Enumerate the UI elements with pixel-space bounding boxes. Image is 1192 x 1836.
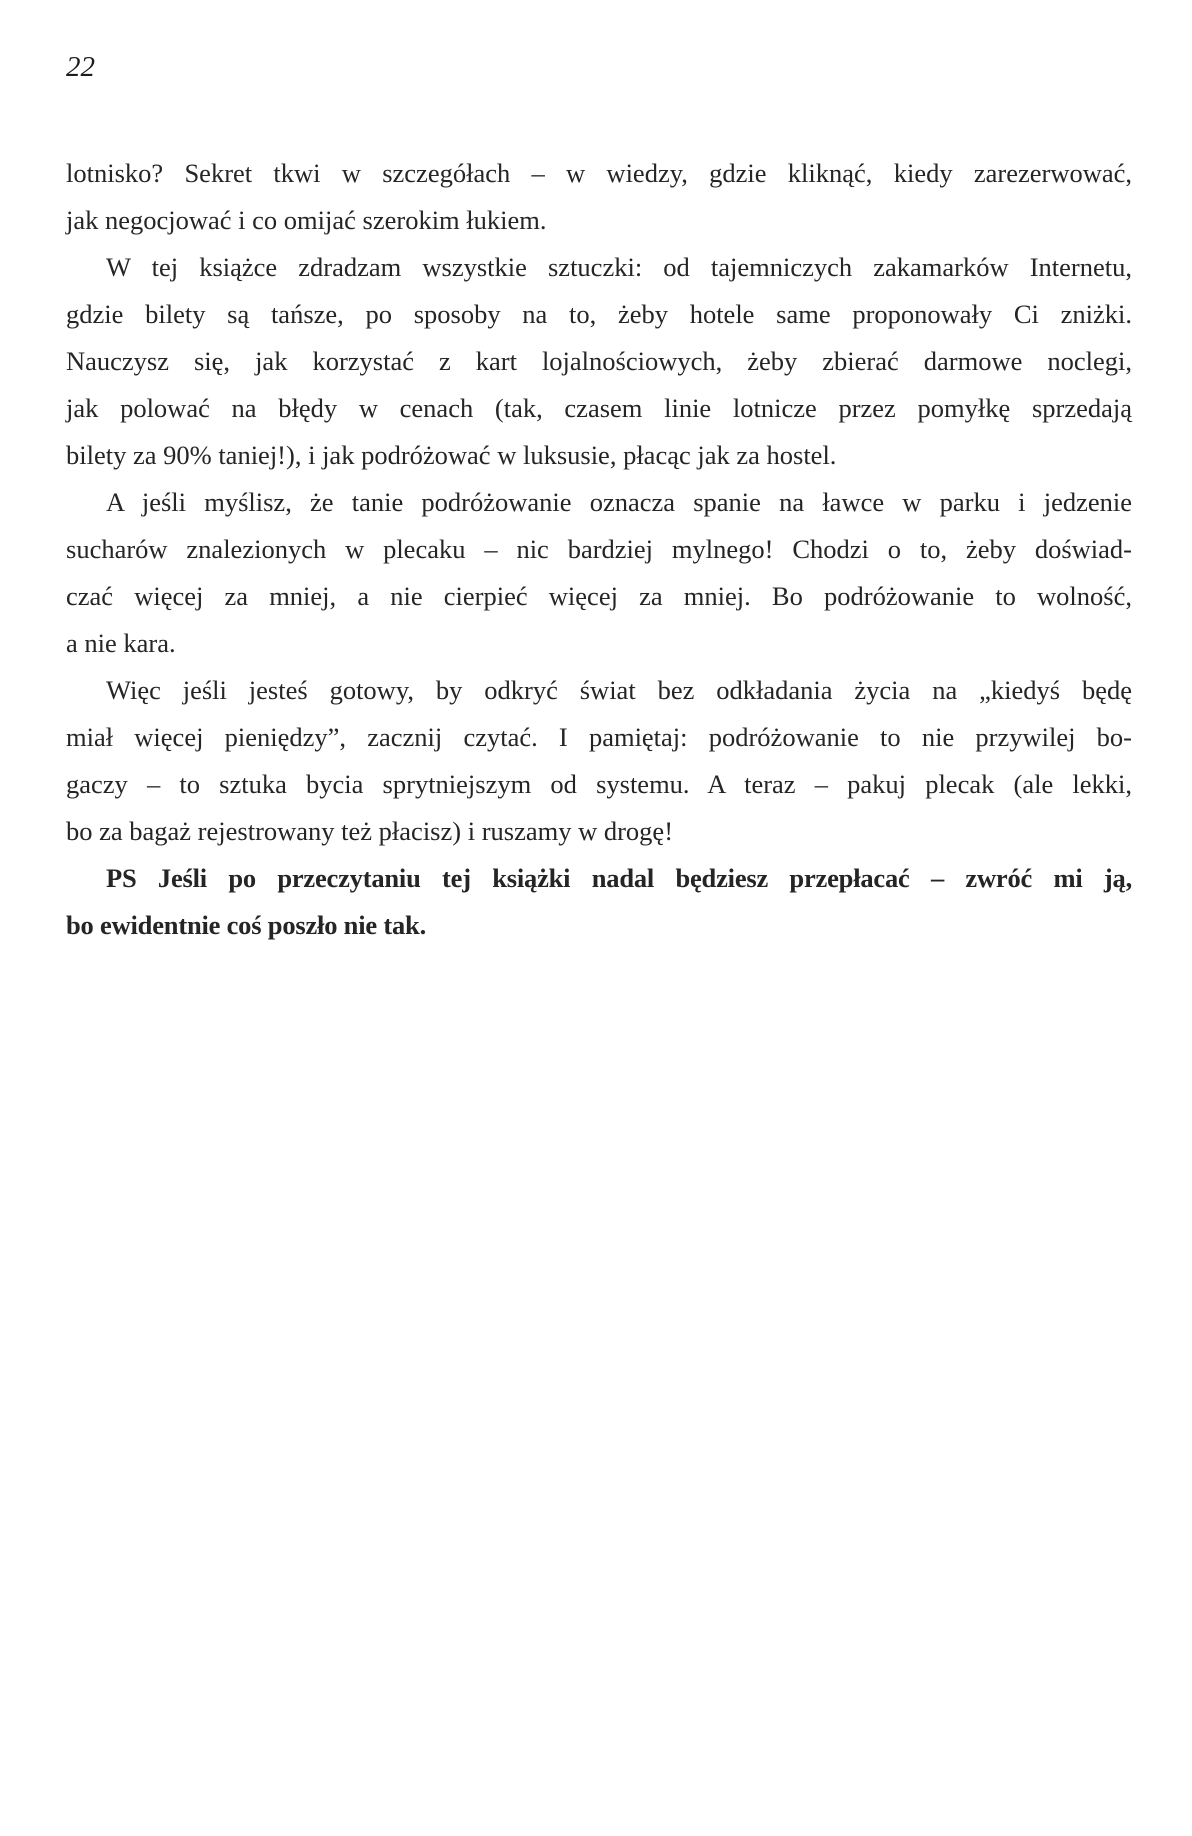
text-line: A jeśli myślisz, że tanie podróżowanie oznacza spanie na ławce w parku i jedzenie [106, 487, 1132, 517]
paragraph-cheap-travel-myth [66, 479, 1132, 667]
text-line: czać więcej za mniej, a nie cierpieć więcej za mniej. Bo podróżowanie to wolność, [66, 581, 1132, 611]
text-line: bilety za 90% taniej!), i jak podróżować w luksusie, płacąc jak za hostel. [66, 440, 837, 470]
text-line: jak polować na błędy w cenach (tak, czasem linie lotnicze przez pomyłkę sprzedają [66, 393, 1132, 423]
text-line: Nauczysz się, jak korzystać z kart lojalnościowych, żeby zbierać darmowe noclegi, [66, 346, 1132, 376]
page-number: 22 [66, 51, 95, 83]
paragraph-intro-continuation [66, 150, 1132, 244]
text-line: jak negocjować i co omijać szerokim łukiem. [66, 205, 547, 235]
paragraph-call-to-action [66, 667, 1132, 855]
paragraph-ps-note [66, 855, 1132, 949]
text-line: PS Jeśli po przeczytaniu tej książki nadal będziesz przepłacać – zwróć mi ją, [106, 863, 1132, 893]
text-line: Więc jeśli jesteś gotowy, by odkryć świat bez odkładania życia na „kiedyś będę [106, 675, 1132, 705]
paragraph-book-tricks [66, 244, 1132, 479]
text-line: bo ewidentnie coś poszło nie tak. [66, 910, 427, 940]
text-line: gaczy – to sztuka bycia sprytniejszym od systemu. A teraz – pakuj plecak (ale lekki, [66, 769, 1132, 799]
text-line: sucharów znalezionych w plecaku – nic bardziej mylnego! Chodzi o to, żeby doświad- [66, 534, 1132, 564]
text-line: miał więcej pieniędzy”, zacznij czytać. I pamiętaj: podróżowanie to nie przywilej bo- [66, 722, 1132, 752]
text-line: lotnisko? Sekret tkwi w szczegółach – w wiedzy, gdzie kliknąć, kiedy zarezerwować, [66, 158, 1132, 188]
text-line: W tej książce zdradzam wszystkie sztuczki: od tajemniczych zakamarków Internetu, [106, 252, 1132, 282]
text-line: bo za bagaż rejestrowany też płacisz) i ruszamy w drogę! [66, 816, 674, 846]
text-block [66, 150, 1132, 949]
text-line: a nie kara. [66, 628, 176, 658]
text-line: gdzie bilety są tańsze, po sposoby na to, żeby hotele same proponowały Ci zniżki. [66, 299, 1132, 329]
